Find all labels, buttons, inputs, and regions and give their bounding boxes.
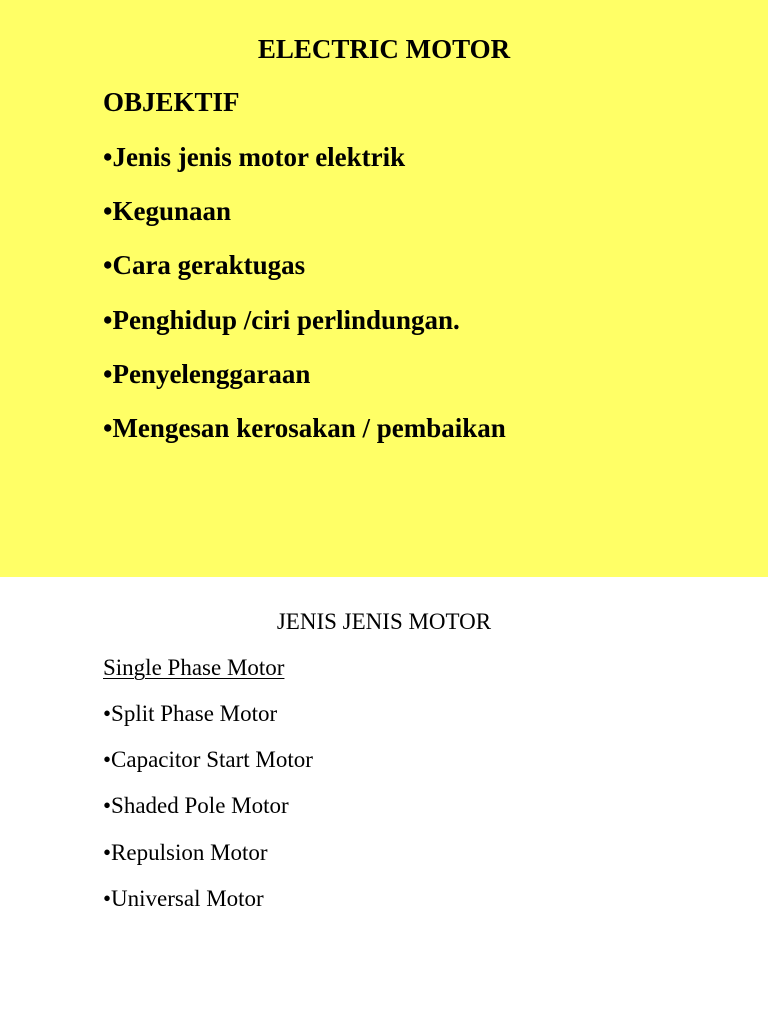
slide-title: ELECTRIC MOTOR: [257, 34, 511, 64]
section-heading: OBJEKTIF: [103, 87, 240, 117]
motor-type-item: •Split Phase Motor: [103, 701, 278, 726]
objective-list: [103, 140, 506, 465]
objective-item: •Cara geraktugas: [103, 250, 306, 281]
objective-item: •Penyelenggaraan: [103, 358, 311, 389]
slide-title: JENIS JENIS MOTOR: [276, 609, 492, 634]
slide-jenis-motor: [0, 577, 768, 1024]
motor-type-item: •Universal Motor: [103, 885, 264, 911]
section-heading: Single Phase Motor: [103, 655, 285, 680]
objective-item: •Penghidup /ciri perlindungan.: [103, 304, 460, 335]
objective-item: •Jenis jenis motor elektrik: [103, 142, 406, 172]
motor-type-item: •Capacitor Start Motor: [103, 747, 313, 773]
motor-type-item: •Repulsion Motor: [103, 839, 268, 865]
objective-item: •Kegunaan: [103, 196, 231, 227]
motor-type-item: •Shaded Pole Motor: [103, 793, 289, 819]
objective-item: •Mengesan kerosakan / pembaikan: [103, 412, 506, 443]
motor-type-list: [103, 699, 313, 930]
